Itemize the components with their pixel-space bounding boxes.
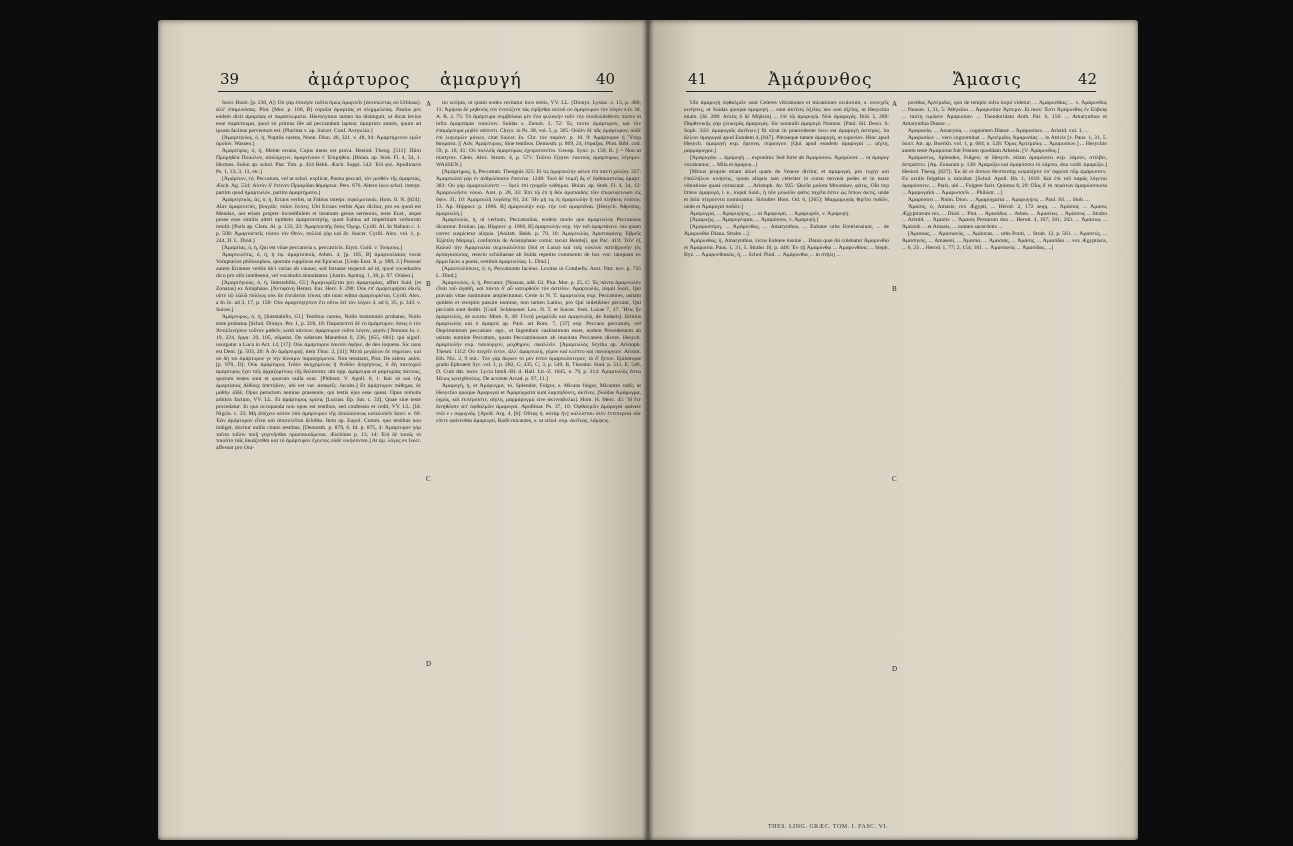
paragraph: Ἀμαρυσίων ... vero cognominat ... Ἀρτέμιδος Ἀμαρυσίας ... in Atticis [v. Paus. 1, 31, 5. Isocr. Att. ap. Boeckh. vol. 1, p. 684, n. 528: Ὅρος Ἀρτέμιδος ... Ἀμαρυσίων.] ... Hesychio autem teste Ἀμαρύσια fuit Festum quoddam Athenis. [V. Ἀμάρυνθος.] xyxy=(902,134,1107,155)
paragraph: Ἀμαρύσσει ... Nonn. Dion. ... Ἀμαρύγματα ... Ἀμαρυγήεις ... Paul. Sil. ... Stob. ... xyxy=(908,196,1090,203)
paragraph: [Ἀμαρυσσίμη, ... Ἀμάρυνθος, ... Amarynthus, ... Eubœæ urbs Eretriensium, ... de Ἀμαρυνθία Diana. Strabo ...] xyxy=(684,224,889,238)
header-rule xyxy=(686,91,1096,92)
text-column-right xyxy=(902,100,1107,820)
book-spread xyxy=(158,20,1138,840)
paragraph: Ἀμαρτωλία, ἡ, ul verbum, Peccatosilas, eodem modo quo ἁμαρτωλὸς Peccatosus dicaretur. Erotian. [ap. Hippocr. p. 1066, B] ἁμαρτωλὴν exp. τὴν τοῦ ἁμαρτάνειν. mo quam correc suspicetur aliquis. [Anitatt. Bekk. p. 79, 10: Ἀμαρτωλία, Ἀριστοφάνης Ἐβρεῖς Ἐξάπλη Μαρομῖ, conformis de Aristophane comic tacuit Bentleji, qui Pac. 419: Τεῖν' ἐξ Καλοῦ τὴν Ἁμαρτωλία σεμεκαλῶνται (Sol et Luna) καὶ τοῖς κόκλου πατεῖ(ρονὴν (ἐς ἀρπαγκιούσας, reiecto scholiastae ab Suida repetito commento de hoc voc. tanquam ex ἅρμα facto a poeta, restituit ἁμαρτωλίας. L. Dind.] xyxy=(436,217,641,265)
paragraph: Ἀμαρτωλός, ὁ, ἡ, Peccator, [Nossus, add. Gl. Plut. Mor. p. 25, C: Ἐς πάντα ἁμαρτωλὸν εἶναι τοῦ ἀγαθῆ, καὶ πάντα δ' αὖ κατορθοῦν τὸν ἀστεῖον. Ἀμαρτωλός, inquit Suid., Qui pravam vitae institutum amplectuntur. Certe in N. T. ἁμαρτωλὸς exp. Peccatores, usitato quidem et receptio passim nomine, non tamen Latino, pro Qui iniletikiter peccant, Qui peccatis sunt dediti. [Conf. Schleusner. Lex. N. T. et Suicer. Fem. Lucae 7, 37: Ἥτις ἦν ἁμαρτωλός, de scorto. More. 8, 38: Γενεᾷ μοιχαλίδι καὶ ἁμαρτωλῷ, de Judaeis]. Ermius ἁμαρτωλὸς καὶ ὁ ἁμαρτὰ ap. Paul. ad Rom. 7, [37] exp. Peccans peccatum, vel Deprimentum peccatum: ego., ut Ingendum vastissimum esset, eodem Precedentem ab usitato nomine Peccatum, quam Peccaminosum ab inusitato Peccamen dicere. Hesych. ἁμαρτωλὴν exp. πανούργον, μοχθηρὸν, σφαλλεῖν. [Ἀμαρτωλὸς Scytha ap. Aristoph. Thesm. 1112: Οὐ πειγεῖν ἐστιν, ἀλλ' ἁμαρτωλή, γέρον καὶ κλέπτο καὶ πανούργιον. Aristot. Eth. Nic. 2, 9 init.: Τὸν γὰρ ἄκρων τὸ μὲν ἐστιν ἁμαρτωλότερον, τὸ δ' ἦττον. Epilemque gradu Ephraem Syr. vol. 1, p. 282, C; 435, C; 3, p. 549, B, Theodor. Stud. p. 511, E; 540, D. Cum dat. incer. Lycia Intell.-Bl. d. Hall. Lit.-Z. 1845, n. 79, p. 314: Ἀμαρτωλὸς ἔστω Ἡλιος κατεχθονίοις. De accente Arcad. p. 97, 11.] xyxy=(436,279,641,383)
paragraph: [Ἀμαστωλίσκεις, ὁ, ἡ, Peccatorem faciens. Lexitus in Combefis. Anct. Patr. nov. p. 735 L. Dind.] xyxy=(436,265,641,279)
paragraph: [Ἀμασιας, ... Ἀμασιανός, ... Ἀμάσεια, ... urbs Ponti, ... Strab. 12, p. 561. ... Ἀμασεύς, ... Ἀμασηνός, ... Amaseni, ... Ἀμασία, ... Ἀμασιάς, ... Ἀμάσις, ... Ἀμασίδαι ... vox Ægyptiaca, ... 6, 23 ... Herod. 1, 77; 2, 154; 181. ... Ἀμασιανός ... Ἀμασίδος, ...] xyxy=(902,231,1107,252)
paragraph: Ἀμαρτωλέπις, ὁ, ἡ, ἡ ἐφ. ἁμαρτοποιίς Athen. 4, [p. 165, B] ἁμαρτωλίαιος vocat Voluptarios philosophos, quorum cuppiicus est Epicurus. [Unde Eust. Il. p. 989, 2.] Possunt autem Errantes verbis dici varias ob causas; sed fortasse respexit ad id, quod voceduobis dico pro ullo intelleetur, vel vocabulis abundantur. [Justin. Apolog. 1, 38, p. 97. Οὐάνα.] xyxy=(216,251,421,279)
paragraph: Ubi ἀμαρυγὴ ὀφθαλμῶν sunt Celeres vibrationes et micationes oculorum, s. συνεχεῖς κινήσεις, ut Suidas quoque ἀμαρυγὴ ... sunt ἀκτῖνες ὀξεῖαι; nec non ὀξεῖας, ut Hesychio etiam. [Id. 288: Αὐτὰς ὃ δὲ Μήδεια] ... ἐπὶ τῷ ἀμαρυγῷ. Non ἀμαρυγάς. Ibid. 5, 289: Παρθενικῆς γὰρ γλυκερὰς ἀμαρυγάς. Sic nonnulli ἀμαρυγὰ Nonnus. [Paul. Sil. Descr. S. Soph. 343: ἀμαρυγαῖς ἀκτῖνων.] Et sicut in praecedente loco est ἀμαρυγὴ ἀστέρος, ita ἄλλων ἀμαρυγαί apud Eundem 4, [847]. Pleraeque tamen ἀμαρυγή, ut κιρονίον. Hinc apud Hesych. ἀμαρυγὴ exp. ἔρευνα, πύραυγον. [Qui apud eundem ἀμαρυγαί ... αἴγλη, μαρμάρυγμα.] xyxy=(684,100,889,155)
running-headword: ἀμάρτυρος xyxy=(308,70,411,90)
paragraph: Isocr. Busir. [p. 230, A]: Οὐ γὰρ ἐποιήσε ταῦτα ὅμως ἁμαρτεῖν [ἀνειπώντας οὐ Urbinas]. ἀλλ' ἐπαμυνόσας. Plut. [Mor. p. 168, B] copulat ἁμαρτίας et πλημμελείας. Paulus pro eodem dicit ἁμαρτίας et παραπτώματα. Hieronymus tamen ita distinguit, ut dicat levius esse παράπτωμα, quod sit primus ille ad peccandum lapsus: ἁμαρτίαν autem, quum ad ipsum facinus perventum est. [Plurima v. ap. Suicer. Conf. Ἀνεγκλία.] xyxy=(216,100,421,134)
book-gutter xyxy=(642,20,654,840)
text-column-left xyxy=(216,100,421,820)
margin-letter: B xyxy=(426,280,431,288)
paragraph: [Ἀμαρτίας, ὁ, ἡ, Qui est vitae peccatoria s. peccatricis. Etym. Guid. v. Τούμους.] xyxy=(222,245,403,252)
margin-letter: C xyxy=(892,475,897,483)
margin-letter: B xyxy=(892,285,897,293)
paragraph: Ἀμάρυνθος, ἡ, Amarynthus, vicus Eubœæ insulæ ... Diana quæ ibi colebatur Ἀμαρυνθία et Ἀμαρυσία. Paus. 1, 31, 5. Strabo 10, p. 448: Ἐν τῇ Ἀμαρύνθῳ ... Ἀμαρυνθίοις ... Steph. Byz. ... Ἀμαρυνθιακὸς, ἡ, ... Schol. Pind. ... Ἀμάρυνθος ... in στήλῃ ... xyxy=(684,238,889,258)
margin-letter: D xyxy=(426,660,432,668)
page-number: 42 xyxy=(1078,70,1098,88)
paragraph: Ἄμασις, ὁ, Amasis, rex Ægypti, ... Herod. 2, 172 seqq. ... Ἀμάσιος ... Ἀμασις Ægyptiorum rex, ... Diod. ... Plut. ... Ἀμασίδος ... Athen. ... Ἀμασέως ... Ἀμάσεος ... Strabo ... Aristid. ... Ἀμασίν ... Ἄμασις Persarum dux ... Herod. 4, 167; 201; 203. ... Ἀμάσιος ... Ἀμάσιδι ... et Amasis, ... nomen sacerdotis ... xyxy=(902,203,1107,231)
left-page xyxy=(158,20,648,840)
margin-letter: A xyxy=(426,100,432,108)
paragraph: Ἀμάρτυρος, ὁ, ἡ, [Intestabilis, Gl.] Testibus carens, Nullo testimonio probatus, Nullo teste probatus [Schol. Dionys. Per. 1, p. 318, 10: Παραπεπτεὶ δὲ τὸ ἁμάρτυρον, ὅσως ὁ τὸν Ἀπολλινήσων τοῦτον μαθεῖν, κατὰ πάντων; ἁμαρτυρον τοῦτο λέγειν, φησίν.] Nonnus Jo. c. 19, 224, ἔργα· 20, 105, οὔματα. De siderum Manethon 6, 236, [655, 681]: qui signif. usurpatur a Luca in Act. 14, [17]: Οὐκ ἀμάρτυρον ἑαυτὸν ἀφῆκε, de deo loquens. Sic usus est Dem. [p. 503, 20: Ἀ ἂν ἀμάρτυρα], item Thuc. 2, [41]: Μετὰ μεγάλων δὲ σημείων, καὶ οὐ δὴ τοι ἀμάρτυρον γε τὴν δύναμιν παρασχόμενοι. Non testatam, Plut. De salent. anim. [p. 970, D]: Οὐκ ἀμάρτυρος Ἰνδὸν ἀκηχόμενος ἢ Ἀνδῶν διηγήσεως, ὃ δὴ παντοχοῦ ἀμάρτυρος ἔχει τοῖς ἀρχαζομένοις τῆς θαλάσσαι; ubi opp. ἀμάρτυρα et μαρτυρίας πάντοις, quorum testes sunt et quorum nulla sunt. [Philostr. V. Apoll. 6, 1: Καὶ τὰ καὶ τῆς ἁμαρτίαιος Αἰθίοςς ἀπετήδειν, ubi est var. ἀσαφεῖς. Jacobs.] Et ἁμάρτυρον πάθημα, δὲ μαθὴν ἀϊδὲ, Opus peractum nemine praesente, qui testis ejus esse queat. Opus remotis arbitris factum, VV. LL. Et ἁμάρτυρος κρίσις [Lucian. Ep. Sat. c. 33], Quae sine teste procedatur. In qua occupanda non opus est testibus, sed confessio et cedit, VV. LL. [Id. Nigrin. c. 33: Μὴ ἀπέχειν αὐτὸν ὑπὸ ἁμάρτυρον τῆς ἀπολαύσεως καταλιπεῖν Isocr. e. 60: Ἐὰν ἁμάρτυρον εἶναι καὶ ἀποτελεῖται δεῖσθαι. Item ap. Eupol. Comm. quo testibus non indiget, docitur nullis citatis testibus. [Demosth. p. 879, 6. Id. p. 875, 4: Ἀμάρτυρον γὰρ ταῦτα τοῖσιν ποιῆ γεγενῆσθαι προσποιοῦμεναι. Æschines p. 13, 14: Ἐπὶ δὲ τοιοῖς τὸ τοιοῦτο ταῖς δικάζεσθαι καὶ τὸ ἁμάρτυρον ἔχοντος οὐδὲ νικήσονται.] At ἀμ. λόγος ex Isocr. afferunt pro Ora- xyxy=(216,314,421,452)
paragraph: Ἀμάρυστος, Splendeo, Fulgeo; ut Hesych. etiam ἀμαρύσσει exp. λάμπει, στίλβει, ἀστράπτει. [Ap. Zonaram p. 138: Ἀμαρύξω καὶ ἀμαρύσσω τὸ λάμπω, dou codd. ἀμαρύζω.] Hesiod. Theog. [827]: Ἐκ δέ οἱ ὄσσων Θεσπεσίης κεφαλῇσιν ὑπ' ὀφρύσι πῦρ ἀμάρυσσεν. Ex oculis fulgebat s. micabat. [Schol. Apoll. Rh. 1, 1018: Καὶ ἐπὶ τοῦ παρὰς λόγεται ἀμαρύσσειν, ... Paris, ubi ... Fulgere facit. Quintus 8, 29: Οἷος δ' ἐκ περάτων ἀμαρύσσουσα ... Ἀμαρυγαῖσι ... Ἀμαρυσσεῖν ... Philostr. ...] xyxy=(902,155,1107,196)
paragraph: [Ἀμάρτιον, τό, Peccatum, vel ut schol. explicat, Poena peccati, τὸν μισθὸν τῆς ἁμαρτίας, Æsch. Ag. 534: Αὐτὸν δ' ἔτεινεν Πριαμίδαι θάμάρτια. Pers. 676. Altero loco schol. interpr. partim quod ἡμαρτωλόν, partim ἁμαρτήματα.] xyxy=(216,175,421,196)
paragraph: [Ἀμαρτηνόος, ὁ, ἡ, Nuptiis carens, Nonn. Dion. 46, 321. v. 48, 94: Ἀμαρτήμενον ἐμῶν ὁμοῖον. Wassen.] xyxy=(216,134,421,148)
paragraph: Ἀμαρυγή, ἡ, et Ἀμάρυγμα, τό, Splendor, Fulgor, s. Micans fulgor, Micantes radii; ut Hesychio quoque Ἀμαρυγαὶ et Ἀμαρύγματα sunt λαμπηδόνες, ἀκτῖνες. [Suidas Ἀμάρυγμα, ὑγρὸς, καὶ ἐκπέρσιστε, αἴγλη, μαρμάρυγμα sive ἀκτινοβολία]. Hom. H. Merc. 45: Ἢ ἔτε δινηθῶσιν ἀπ' ὀφθαλμῶν ἀμαρυγαί. Apollinar. Ps. 37, 10: Ὀφθαλμῶν ἀμαρυγαὶ φαὶνων πτῶ ν ι σφριγνάς. [Apoll. Arg. 4, [6]: Οὔτας ἡ. αὐτὰρ ἢν] καλλίστου ὁτεν ἑττεπεριτα ὁδε εὕετε φαίνεσθαι ἀμαρυγαί, Radii micantes, s. ut schol. exp. ἀκτῖνας, λάμψεις. xyxy=(436,383,641,424)
margin-letter: A xyxy=(892,100,898,108)
paragraph: Ἀμαρυσία, ... Amarysia, ... cognomen Dianæ ... Ἀμαρυσίων, ... Aristid. vol. 1, ... xyxy=(908,127,1089,134)
running-headword: ἀμαρυγή xyxy=(440,70,522,90)
paragraph: tio scripta, ut quum eodex recitatur loco testis, VV. LL. [Dionys. Lysiac. c. 15, p. 486, 11: Ἀμήσια δὲ μηθενὸς τὸν ἐντεύξεσι τὰς εἰρῆσθαι αὐτοῦ οὐ ἁμάρτυρον τὸν λόγον κτλ. Id. A. R. 2, 75: Τὸ ἁμάρτυρα συμβόλαια μὲν ἔνα φυλακὴν ταῦτ τὴν συνδυλάνθεστι πίστιν et infra ἁμαρτάραι τοιούτον. Suidas s. Zenob. 3, 72: Ἐς τούτο ἀμάρτυρον, καὶ τὸν ἐπαμάρτυρα μηδὲν σάτεστι. Chrys. in Ps. 38, vol. 5, p. 305: Οὐδὲν δὲ πᾶς ἁμάρτυρον, οὐδὲ ἐπὶ λογισμῶν μόνων, citat Suicer. Jo. Chr. τὸν παρὰντ. p. 10. 9: Ἀμάρτυρον ἡ Ὕπερ θαυματα. [| Adv. Ἀμαρτύρως, Sine testibus. Demosth. p. 869, 24, ἐπραξας. Phot. Bibl. cod. 59, p. 18, 41: Οὐ πολλοῖς ἁμαρτύρως ἐχειροτονεῖτο. Geoop. Sync. p. 150, B. || = Non ut martyres. Clem. Alex. Strom. 4, p. 571: Τοῦτοι ἔξηταν ἑαυτοὺς ἁμαρτύρως λέγομεν. WASSEN.] xyxy=(436,100,641,169)
paragraph: Ἀμαρτητικός, ἀς, ὁ, ἡ, Errans verbis, ut Fabius interpr. σφαλμοτικός. Hom. Il. N. [824]: Αἶαν ἁμαρτοεπές, βουγάϊε, ποῖον ἔειπες; Ubi Errans verbis Ajax dicitur, pro eo quod est Mendax, aut etiam propter incredibilem et insanum genus sermonis, teste Eust., atque posse esse similis alteri epitheto ἁμαρτοεπητής, quod Fabius ad imperitiam verborum retulit. [Paris ap. Clem. Al. p. 133, 23: Ἁμαρτοεπῆς ὅσος Ὅμηρ. Cyrill. Al. In Nahum c. 1. p. 508: Ἀμαρτοεπεῖς τόσου τὸν Θεόν, πολλαὶ γὰρ καὶ δὲ. Suicer. Cyrill. Alex. vol. 1, p. 244, D. L. Dind.] xyxy=(216,196,421,245)
paragraph: [Ἀμάρτημος, ἡ, Peccatum. Theognis 325: Εἰ τις ἀμαρτωλὴν φίλον ἐπὶ παντὶ χολῷη· 327: Ἀμαρτωλαὶ γὰρ ἐν ἀνθρώποισιν ἕπονται· 1248: Τοσὶ δὲ τοιμῆ ἄς σ' ἔφθακαστείας ἀμαρτ. 383: Οὐ γὰρ ἁμαρτωλίσεπτ — ἔφελ ἐπὶ ητορεῖν κάθημαι. Rhian. ap. Stob. Fl. 4, 34, 12: Ἀμαρτωλῆσιν νόοιο. Aret. p. 28, 33: Ἐπὶ τῷ ἐπ ἡ θῶι ἁμαπαιδός τῶν ἐπιφεύγεινωσι εἰς ὄψιν. 31, 10: Ἀμαρτωλῆ λυγάτης 81, 24: Ἢν μή τις ἐς ἀμαρτωλὴν ἢ τοῦ πλήθεος ἐσίσου; 13. Ap. Hippocr. p. 1066. B] ἁμαρτωλὴν exp. τὴν τοῦ ἁμαρτάναι. [Hesych. Ἀθρόπος, ἁμαρτωλή.] xyxy=(436,169,641,217)
text-column-left xyxy=(684,100,889,820)
signature-footer: THES. LING. GRÆC. TOM. I. FASC. VI. xyxy=(768,824,888,830)
margin-letter: C xyxy=(426,475,431,483)
paragraph: [Ἀμαρυγάω ... ἀμαρυγὴ ... exponitur. Sed forte ab Ἀμαρύσσω. Ἀμαρύσσε ... ut ἀμαρυγ vocabantur, ... Mila et ἀμαρυγ...] xyxy=(684,155,889,169)
paragraph: [Ἀμαρτόγιοος, ὁ, ἡ, Intestabilis, Gl.] Ἀμαρτυρίζεται pro ἀμαρτυρίας, affert Suid. [et Zonaras] ex Amiphane. [Ἀντιφάνη Hemst. Eur. Herc. F. 290: Οὐκ ἐπ' ἀμαρτυρήσαι οἷκεῖς οὔτε τῷ λάλῶ πόλλως οὐκ ἂν ἐπειδεται τέκνα; ubi nunc editur ἀμαρτυρίσται, Cyrill. Alex. a In Jo. ad 3, 17, p. 158: Οὐκ ἁμαρτόγηπτον ἔτι οὕτω δεῖ τὸν λόγον 4, ad 6, 35, p. 343. v. Suicer.] xyxy=(216,279,421,314)
paragraph: ρονθίας Ἀρτέμιδος, quo de templo infra loqui videtur; ... Ἀμαρυνθίας; ... v. Ἀμάρυνθος ... Pausan. 1, 31, 5: Ἀθηναῖοι ... Ἀμαρυσίαν Ἄρτεμιν. Et mox: Ἐστι Ἀμάρυνθος ἐν Εὐβοίᾳ ... ταύτη τιμῶσιν Ἀμαρυσίαν. ... Theodoridam Anth. Pal. 6, 156. ... Amarynthus et Amarynthia Dianæ ... xyxy=(902,100,1107,127)
text-column-right xyxy=(436,100,641,820)
margin-letter: D xyxy=(892,665,898,673)
header-rule xyxy=(218,91,613,92)
paragraph: [Ἀμαρυξις, ... Ἀμαρυγέομαι, ... Ἀμαρύσσω, v. Ἀμαρυγή.] xyxy=(690,217,819,224)
page-number: 39 xyxy=(220,70,240,88)
running-headword: Ἄμασις xyxy=(953,70,1022,90)
page-number: 40 xyxy=(596,70,616,88)
paragraph: Ἀμαρυγμα, ... Ἀμαρυγήεις, ... ut Ἀμαρυγαὶ, ... Ἀμαρυγαῖν, v. Ἀμαρυγή. xyxy=(690,210,850,217)
right-page xyxy=(648,20,1138,840)
running-headword: Ἀμάρυνθος xyxy=(768,70,873,90)
paragraph: Ἀμαρτύρος, ὁ, ἡ, Mente errans, Cujus mens est prava. Hesiod. Theog. [511]: Πᾶσι Προμηθέα Ποικίλον, αἰολόμητιν, ἁμαρτίνοον τ' Ἐπιμηθέα. [Rhian. ap. Stob. Fl. 4, 34, 1. Hermes. Solon ap. schol. Plat. Tim. p. 424 Bekk. Æsch. Suppl. 542: Ἐπὶ φιλ. Apollinaris Ps. 1, 13; 3, 13, etc.] xyxy=(216,148,421,176)
page-number: 41 xyxy=(688,70,708,88)
paragraph: [Minus proprie etiam aliud quam de Venere dicitur, et ἀμαρυγαὶ, pro τυχὴν καὶ ἐπαλλήλων κινήσεις, quum aliquis tam celeriter in cursu moveat pedes et in mare vibratione quasi coruscant. ... Aristoph. Av. 925: Ὠκεῖα μοῦσα Μουσάων, φάτις, Οἷα περ ἵππων ἀμαρυγά, i. e., inquit Suid., ἡ τῶν μουσῶν φάτις ταχεῖα ἐστιν ὡς ἵππων ἀκτίς, unde et δεῖα πτερόεντα nominantur. Simulter Hom. Od. 6, [265]: Μαρμαρυγὰς θηεῖτο ποδῶν, unde et Ἀμαρυγαὶ ποδῶν.] xyxy=(684,169,889,210)
